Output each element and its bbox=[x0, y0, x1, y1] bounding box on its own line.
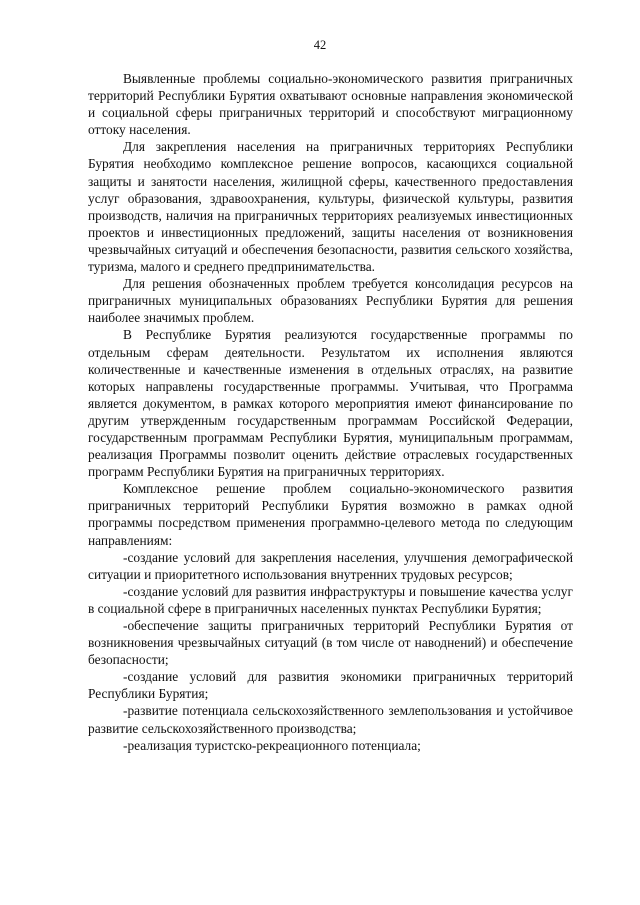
paragraph: Для решения обозначенных проблем требуется консолидация ресурсов на приграничных муниципальных образованиях Республики Бурятия для решения наиболее значимых проблем. bbox=[88, 276, 573, 326]
list-item: -создание условий для закрепления населения, улучшения демографической ситуации и приоритетного использования внутренних трудовых ресурсов; bbox=[88, 549, 573, 582]
paragraph: Для закрепления населения на приграничных территориях Республики Бурятия необходимо комплексное решение вопросов, касающихся социальной защиты и занятости населения, жилищной сферы, качественного предоставления услуг образования, здравоохранения, культуры, физической культуры, развития производств, наличия на приграничных территориях реализуемых инвестиционных проектов и инвестиционных предложений, защиты населения от возникновения чрезвычайных ситуаций и обеспечения безопасности, развития сельского хозяйства, туризма, малого и среднего предпринимательства. bbox=[88, 139, 573, 275]
list-item: -обеспечение защиты приграничных территорий Республики Бурятия от возникновения чрезвычайных ситуаций (в том числе от наводнений) и обеспечение безопасности; bbox=[88, 618, 573, 668]
list-item: -развитие потенциала сельскохозяйственного землепользования и устойчивое развитие сельскохозяйственного производства; bbox=[88, 703, 573, 736]
list-item: -реализация туристско-рекреационного потенциала; bbox=[123, 737, 421, 753]
list-item: -создание условий для развития экономики приграничных территорий Республики Бурятия; bbox=[88, 669, 573, 702]
document-body bbox=[88, 70, 573, 754]
paragraph: Выявленные проблемы социально-экономического развития приграничных территорий Республики Бурятия охватывают основные направления экономической и социальной сферы приграничных территорий и способствуют миграционному оттоку населения. bbox=[88, 71, 573, 138]
paragraph: В Республике Бурятия реализуются государственные программы по отдельным сферам деятельности. Результатом их исполнения являются количественные и качественные изменения в отдельных отраслях, на развитие которых направлены государственные программы. Учитывая, что Программа является документом, в рамках которого мероприятия имеют финансирование по другим утвержденным государственным программам Российской Федерации, государственным программам Республики Бурятия, муниципальным программам, реализация Программы позволит оценить действие отраслевых государственных программ Республики Бурятия на приграничных территориях. bbox=[88, 327, 573, 480]
paragraph: Комплексное решение проблем социально-экономического развития приграничных территорий Республики Бурятия возможно в рамках одной программы посредством применения программно-целевого метода по следующим направлениям: bbox=[88, 481, 573, 548]
page-number: 42 bbox=[313, 38, 327, 52]
list-item: -создание условий для развития инфраструктуры и повышение качества услуг в социальной сфере в приграничных населенных пунктах Республики Бурятия; bbox=[88, 583, 573, 616]
